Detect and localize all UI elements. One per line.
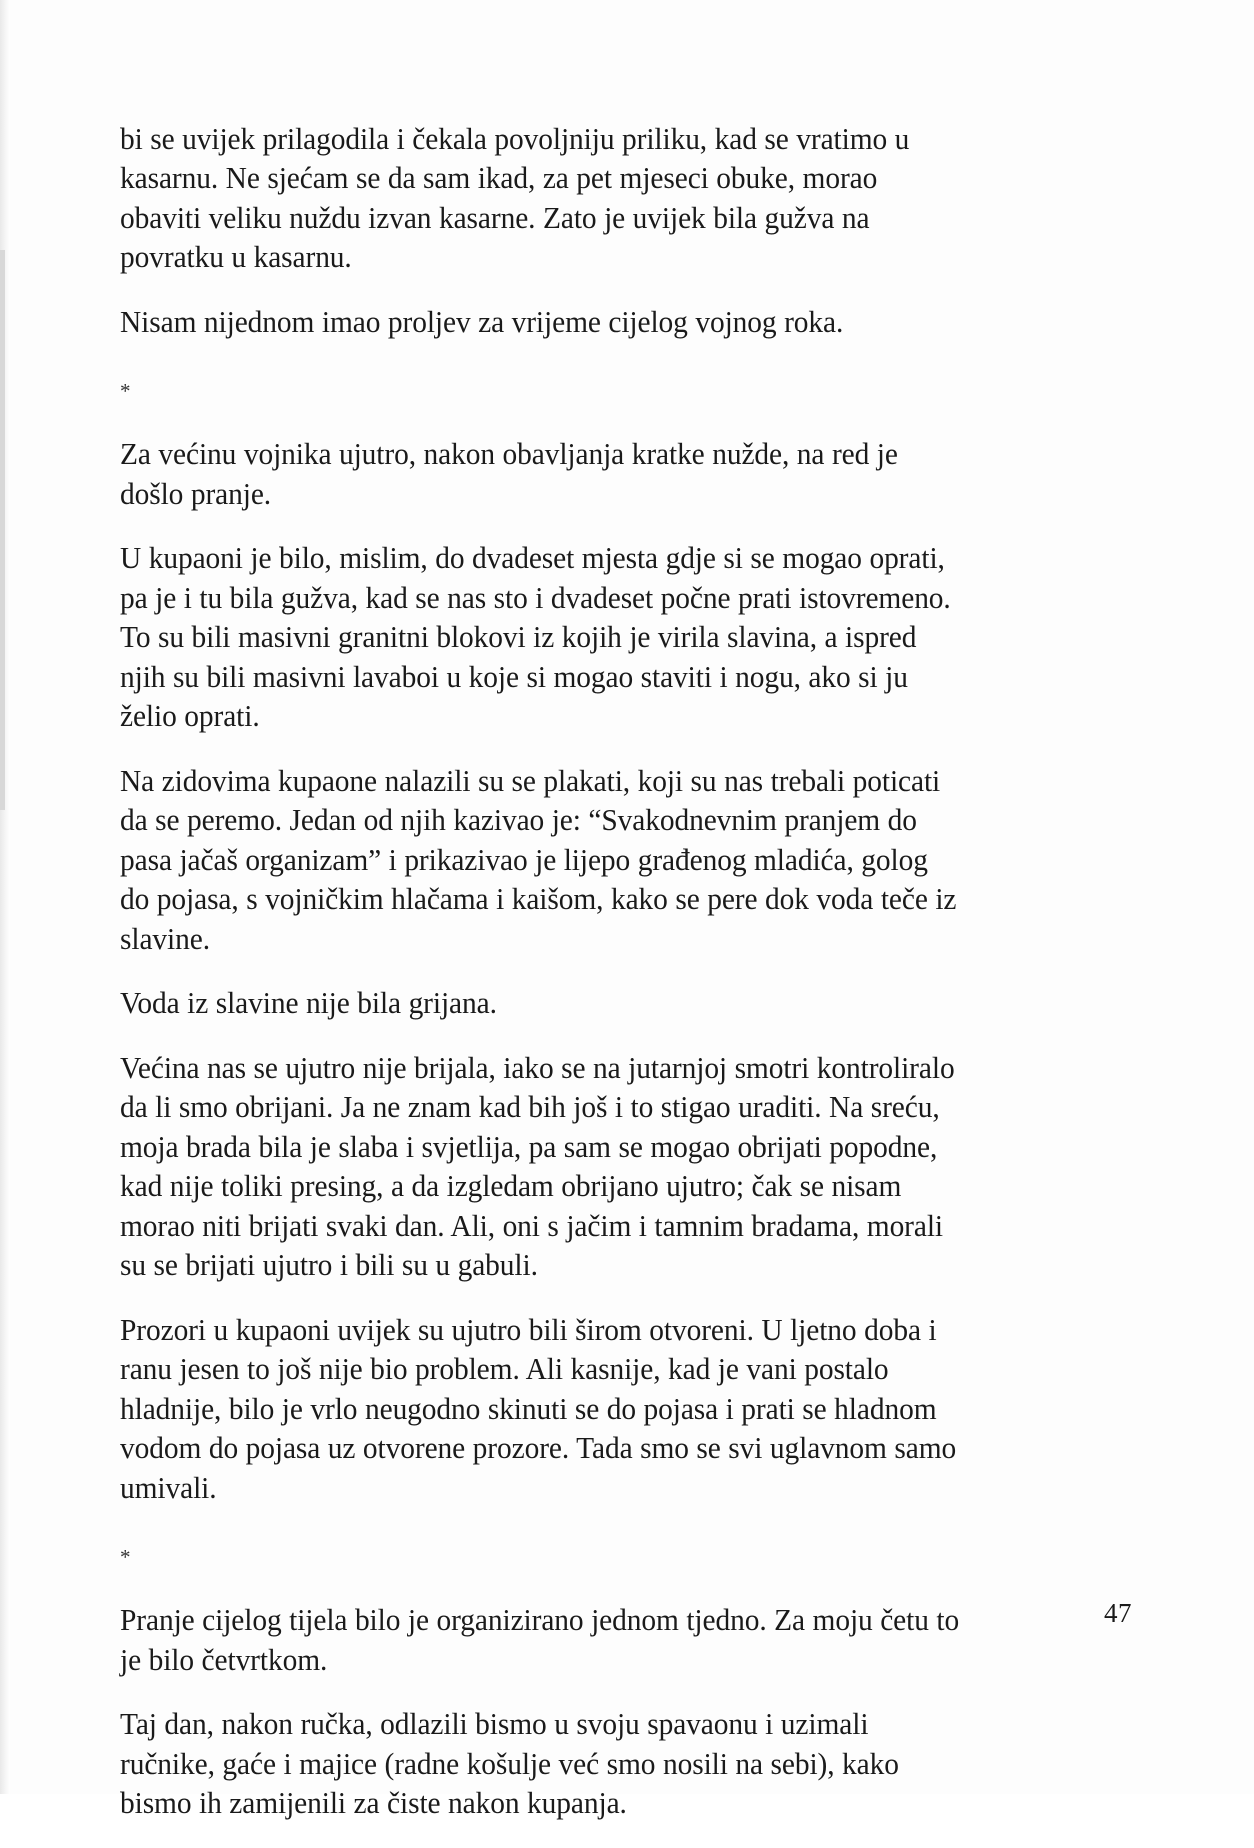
paragraph: Voda iz slavine nije bila grijana. bbox=[120, 986, 497, 1021]
paragraph: Za većinu vojnika ujutro, nakon obavljanja kratke nužde, na red je došlo pranje. bbox=[120, 437, 898, 511]
section-separator: * bbox=[120, 379, 131, 404]
paragraph: Na zidovima kupaone nalazili su se plakati, koji su nas trebali poticati da se peremo. Jedan od njih kazivao je: “Svakodnevnim pranjem do pasa jačaš organizam” i prikazivao je lijepo građenog mladića, golog do pojasa, s vojničkim hlačama i kaišom, kako se pere dok voda teče iz slavine. bbox=[120, 763, 957, 956]
paragraph: bi se uvijek prilagodila i čekala povoljniju priliku, kad se vratimo u kasarnu. Ne sjećam se da sam ikad, za pet mjeseci obuke, morao obaviti veliku nuždu izvan kasarne. Zato je uvijek bila gužva na povratku u kasarnu. bbox=[120, 122, 910, 275]
section-separator: * bbox=[120, 1545, 131, 1570]
scan-edge-artifact bbox=[0, 0, 10, 1794]
paragraph: Prozori u kupaoni uvijek su ujutro bili širom otvoreni. U ljetno doba i ranu jesen to još nije bio problem. Ali kasnije, kad je vani postalo hladnije, bilo je vrlo neugodno skinuti se do pojasa i prati se hladnom vodom do pojasa uz otvorene prozore. Tada smo se svi uglavnom samo umivali. bbox=[120, 1312, 957, 1505]
paragraph: Pranje cijelog tijela bilo je organizirano jednom tjedno. Za moju četu to je bilo četvrtkom. bbox=[120, 1603, 960, 1677]
page-number: 47 bbox=[1104, 1598, 1132, 1628]
paragraph: Većina nas se ujutro nije brijala, iako se na jutarnjoj smotri kontroliralo da li smo obrijani. Ja ne znam kad bih još i to stigao uraditi. Na sreću, moja brada bila je slaba i svjetlija, pa sam se mogao obrijati popodne, kad nije toliki presing, a da izgledam obrijano ujutro; čak se nisam morao niti brijati svaki dan. Ali, oni s jačim i tamnim bradama, morali su se brijati ujutro i bili su u gabuli. bbox=[120, 1050, 955, 1283]
body-text-column bbox=[120, 120, 990, 1848]
scan-edge-mark bbox=[0, 250, 5, 810]
paragraph: U kupaoni je bilo, mislim, do dvadeset mjesta gdje si se mogao oprati, pa je i tu bila gužva, kad se nas sto i dvadeset počne prati istovremeno. To su bili masivni granitni blokovi iz kojih je virila slavina, a ispred njih su bili masivni lavaboi u koje si mogao staviti i nogu, ako si ju želio oprati. bbox=[120, 541, 951, 734]
paragraph: Taj dan, nakon ručka, odlazili bismo u svoju spavaonu i uzimali ručnike, gaće i majice (radne košulje već smo nosili na sebi), kako bismo ih zamijenili za čiste nakon kupanja. bbox=[120, 1707, 899, 1820]
paragraph: Nisam nijednom imao proljev za vrijeme cijelog vojnog roka. bbox=[120, 304, 844, 339]
